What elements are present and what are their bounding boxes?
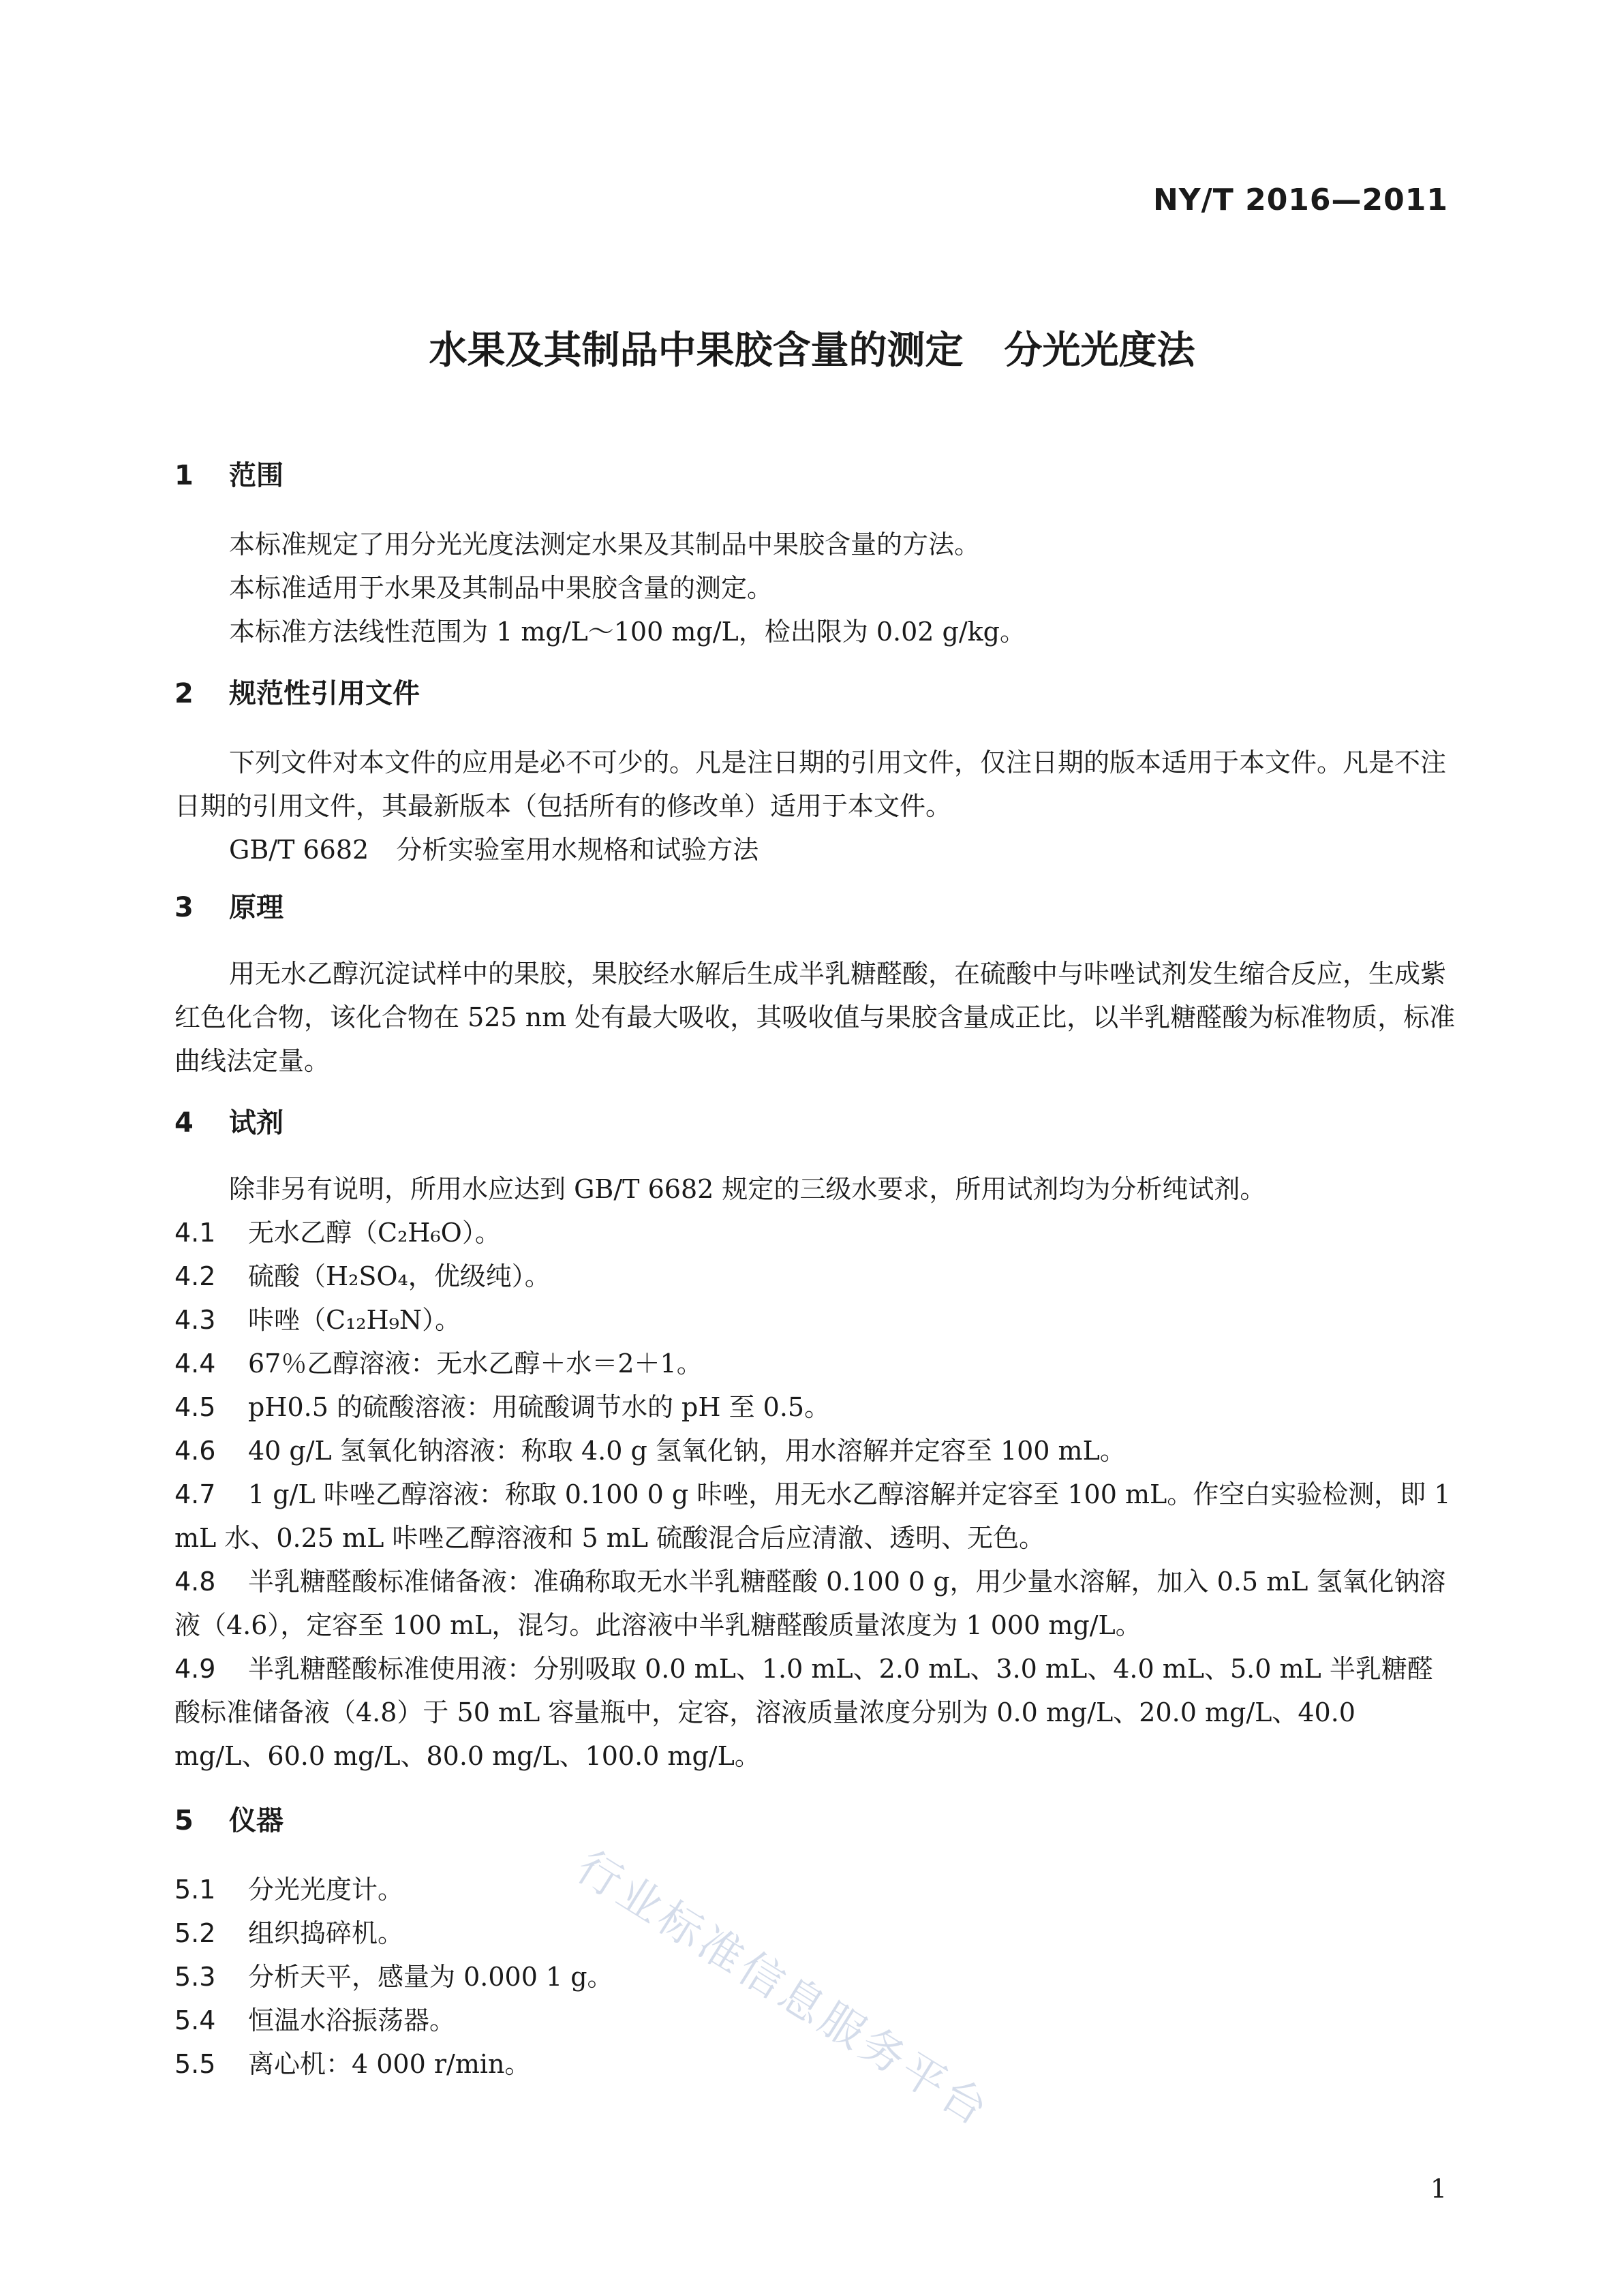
item-number: 5.5 xyxy=(174,2049,216,2079)
item-number: 5.3 xyxy=(174,1962,216,1992)
item-number: 5.1 xyxy=(174,1875,216,1905)
item-text: 咔唑（C₁₂H₉N）。 xyxy=(248,1305,461,1335)
item-text: 分光光度计。 xyxy=(248,1875,404,1905)
list-item xyxy=(174,1298,1456,1342)
list-item xyxy=(174,1211,1456,1255)
section-heading xyxy=(174,672,1456,711)
list-item xyxy=(174,1868,1456,1911)
item-text: 无水乙醇（C₂H₆O）。 xyxy=(248,1218,501,1248)
paragraph: 本标准适用于水果及其制品中果胶含量的测定。 xyxy=(229,573,773,603)
item-number: 4.4 xyxy=(174,1349,216,1379)
paragraph: 本标准方法线性范围为 1 mg/L～100 mg/L，检出限为 0.02 g/kg。 xyxy=(229,617,1026,647)
paragraph: 本标准规定了用分光光度法测定水果及其制品中果胶含量的方法。 xyxy=(229,529,981,559)
section-heading xyxy=(174,1101,1456,1140)
item-text: 硫酸（H₂SO₄，优级纯）。 xyxy=(248,1261,551,1291)
item-number: 5.2 xyxy=(174,1918,216,1948)
list-item xyxy=(174,1342,1456,1385)
section-number: 5 xyxy=(174,1805,194,1836)
section-number: 4 xyxy=(174,1107,194,1139)
paragraph: 除非另有说明，所用水应达到 GB/T 6682 规定的三级水要求，所用试剂均为分析纯试剂。 xyxy=(229,1174,1266,1204)
item-number: 4.8 xyxy=(174,1567,216,1597)
section-title: 原理 xyxy=(229,892,284,923)
section-heading xyxy=(174,1799,1456,1838)
item-number: 4.1 xyxy=(174,1218,216,1248)
section-3 xyxy=(174,886,1456,1083)
item-text: 分析天平，感量为 0.000 1 g。 xyxy=(248,1962,613,1992)
item-text: 半乳糖醛酸标准使用液：分别吸取 0.0 mL、1.0 mL、2.0 mL、3.0 mL、4.0 mL、5.0 mL 半乳糖醛酸标准储备液（4.8）于 50 mL 容量瓶中，定容，溶液质量浓度分别为 0.0 mg/L、20.0 mg/L、40.0 mg/L、60.0 mg/L、80.0 mg/L、100.0 mg/L。 xyxy=(174,1654,1433,1771)
section-title: 范围 xyxy=(229,460,284,491)
section-heading xyxy=(174,454,1456,493)
section-1 xyxy=(174,454,1456,653)
section-5 xyxy=(174,1799,1456,2086)
list-item xyxy=(174,1560,1456,1647)
section-heading xyxy=(174,886,1456,925)
item-number: 4.3 xyxy=(174,1305,216,1335)
normative-reference xyxy=(174,828,1456,872)
section-number: 3 xyxy=(174,892,194,923)
watermark: 行业标准信息服务平台 xyxy=(567,1841,999,2138)
paragraph: 下列文件对本文件的应用是必不可少的。凡是注日期的引用文件，仅注日期的版本适用于本文件。凡是不注日期的引用文件，其最新版本（包括所有的修改单）适用于本文件。 xyxy=(174,748,1447,821)
item-text: 恒温水浴振荡器。 xyxy=(248,2005,456,2035)
list-item xyxy=(174,1911,1456,1955)
section-title: 规范性引用文件 xyxy=(229,678,420,709)
section-2 xyxy=(174,672,1456,872)
document-code: NY/T 2016—2011 xyxy=(1152,183,1448,217)
item-number: 4.6 xyxy=(174,1436,216,1466)
page-number: 1 xyxy=(1430,2174,1447,2204)
list-item xyxy=(174,1473,1456,1560)
section-4 xyxy=(174,1101,1456,1778)
item-number: 4.2 xyxy=(174,1261,216,1291)
item-text: 1 g/L 咔唑乙醇溶液：称取 0.100 0 g 咔唑，用无水乙醇溶解并定容至 100 mL。作空白实验检测，即 1 mL 水、0.25 mL 咔唑乙醇溶液和 5 mL 硫酸混合后应清澈、透明、无色。 xyxy=(174,1479,1451,1553)
paragraph: 用无水乙醇沉淀试样中的果胶，果胶经水解后生成半乳糖醛酸，在硫酸中与咔唑试剂发生缩合反应，生成紫红色化合物，该化合物在 525 nm 处有最大吸收，其吸收值与果胶含量成正比，以半乳糖醛酸为标准物质，标准曲线法定量。 xyxy=(174,959,1456,1076)
section-title: 试剂 xyxy=(229,1107,284,1139)
reference-code: GB/T 6682 xyxy=(229,835,369,865)
item-text: 67％乙醇溶液：无水乙醇＋水＝2＋1。 xyxy=(248,1349,703,1379)
title-sub: 分光光度法 xyxy=(1004,328,1195,373)
item-number: 4.5 xyxy=(174,1392,216,1422)
list-item xyxy=(174,1429,1456,1473)
list-item xyxy=(174,1385,1456,1429)
title-main: 水果及其制品中果胶含量的测定 xyxy=(429,328,964,373)
item-text: 40 g/L 氢氧化钠溶液：称取 4.0 g 氢氧化钠，用水溶解并定容至 100 mL。 xyxy=(248,1436,1126,1466)
document-title xyxy=(0,320,1624,375)
section-number: 1 xyxy=(174,460,194,491)
item-text: pH0.5 的硫酸溶液：用硫酸调节水的 pH 至 0.5。 xyxy=(248,1392,831,1422)
item-number: 4.7 xyxy=(174,1479,216,1509)
item-number: 5.4 xyxy=(174,2005,216,2035)
section-number: 2 xyxy=(174,678,194,709)
section-title: 仪器 xyxy=(229,1805,284,1836)
list-item xyxy=(174,2042,1456,2086)
list-item xyxy=(174,1255,1456,1298)
item-text: 组织捣碎机。 xyxy=(248,1918,404,1948)
item-number: 4.9 xyxy=(174,1654,216,1684)
item-text: 离心机：4 000 r/min。 xyxy=(248,2049,531,2079)
list-item xyxy=(174,1647,1456,1778)
reference-title: 分析实验室用水规格和试验方法 xyxy=(396,835,759,865)
item-text: 半乳糖醛酸标准储备液：准确称取无水半乳糖醛酸 0.100 0 g，用少量水溶解，加入 0.5 mL 氢氧化钠溶液（4.6），定容至 100 mL，混匀。此溶液中半乳糖醛酸质量浓度为 1 000 mg/L。 xyxy=(174,1567,1446,1640)
